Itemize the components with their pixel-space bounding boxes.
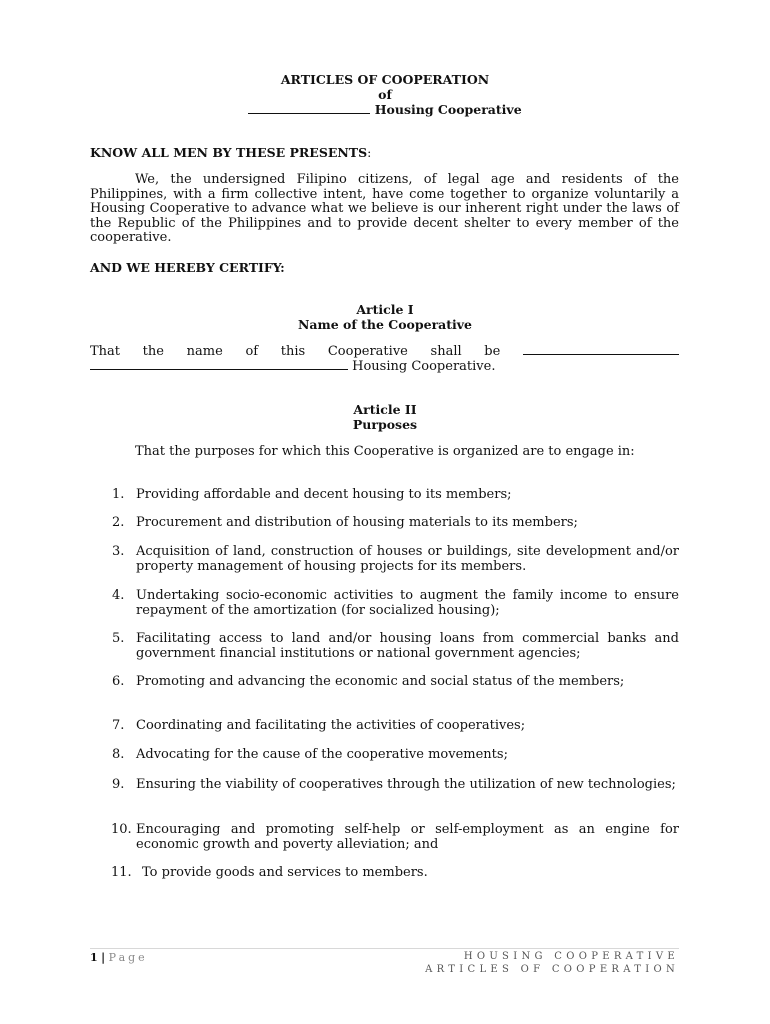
- article-2-title: Purposes: [352, 416, 418, 432]
- title-line-3-text: Housing Cooperative: [374, 102, 522, 117]
- list-item: [112, 589, 679, 618]
- list-item: [112, 516, 679, 531]
- article-1-title: Name of the Cooperative: [297, 316, 473, 332]
- list-item-number: 9.: [112, 777, 125, 792]
- intro-paragraph: We, the undersigned Filipino citizens, of legal age and residents of the Philippines, with a firm collective intent, have come together to organize voluntarily a Housing Cooperative to advance what we believe is our inherent right under the laws of the Republic of the Philippines and to provide decent shelter to every member of the cooperative.: [90, 172, 679, 246]
- page-number-value: 1: [90, 951, 98, 964]
- list-item-text: Acquisition of land, construction of houses or buildings, site development and/or property management of housing projects for its members.: [136, 544, 679, 574]
- list-item: [112, 675, 679, 690]
- cooperative-name-blank: [248, 104, 370, 114]
- list-item-text: Ensuring the viability of cooperatives through the utilization of new technologies;: [136, 777, 676, 792]
- list-item-number: 1.: [112, 487, 125, 502]
- list-item-number: 2.: [112, 515, 125, 530]
- list-item-text: Coordinating and facilitating the activities of cooperatives;: [136, 718, 526, 733]
- list-item-text: Providing affordable and decent housing to its members;: [136, 487, 512, 502]
- know-all-heading: [90, 145, 371, 160]
- list-item: [112, 632, 679, 661]
- list-item: [112, 545, 679, 574]
- list-item-number: 4.: [112, 588, 125, 603]
- footer-divider: [90, 948, 679, 949]
- title-line-2: of: [378, 87, 392, 102]
- list-item: [112, 778, 679, 793]
- list-item: [112, 823, 679, 852]
- list-item-number: 3.: [112, 544, 125, 559]
- cooperative-name-field: [523, 345, 679, 355]
- list-item: [112, 488, 679, 503]
- article-1-heading: [0, 303, 770, 332]
- list-item-text: To provide goods and services to members.: [142, 865, 428, 880]
- page-number: [90, 951, 148, 964]
- list-item-text: Undertaking socio-economic activities to augment the family income to ensure repayment of the amortization (for socialized housing);: [136, 588, 679, 618]
- list-item-number: 10.: [111, 822, 132, 837]
- list-item-number: 11.: [111, 865, 132, 880]
- know-all-text: KNOW ALL MEN BY THESE PRESENTS: [90, 145, 368, 160]
- certify-heading: AND WE HEREBY CERTIFY:: [90, 260, 285, 275]
- page-number-separator: |: [101, 951, 106, 964]
- list-item-number: 5.: [112, 631, 125, 646]
- article-1-text-start: That the name of this Cooperative shall be: [90, 344, 501, 359]
- list-item-number: 7.: [112, 718, 125, 733]
- article-2-heading: [0, 403, 770, 432]
- cooperative-name-field-cont: [90, 360, 348, 370]
- article-2-number: Article II: [353, 402, 417, 417]
- list-item-number: 8.: [112, 747, 125, 762]
- article-1-text-line-1: [90, 345, 679, 360]
- footer-title: [425, 951, 679, 976]
- document-title: [0, 72, 770, 117]
- article-1-number: Article I: [356, 302, 414, 317]
- list-item: [112, 719, 679, 734]
- list-item: [112, 748, 679, 763]
- know-all-colon: :: [367, 145, 372, 160]
- article-1-text-line-2: [90, 360, 679, 375]
- article-1-text-end: Housing Cooperative.: [352, 359, 496, 374]
- article-2-intro: That the purposes for which this Cooperative is organized are to engage in:: [135, 444, 635, 459]
- footer-title-line-2: ARTICLES OF COOPERATION: [425, 963, 679, 975]
- footer-title-line-1: HOUSING COOPERATIVE: [463, 951, 679, 962]
- title-line-1: ARTICLES OF COOPERATION: [280, 72, 490, 87]
- list-item-text: Advocating for the cause of the cooperative movements;: [136, 747, 508, 762]
- list-item-text: Promoting and advancing the economic and social status of the members;: [136, 674, 625, 689]
- list-item: [112, 866, 679, 881]
- title-line-3: [0, 102, 770, 117]
- page-label: Page: [108, 951, 148, 964]
- list-item-text: Facilitating access to land and/or housing loans from commercial banks and government financial institutions or national government agencies;: [136, 631, 679, 661]
- list-item-number: 6.: [112, 674, 125, 689]
- list-item-text: Encouraging and promoting self-help or self-employment as an engine for economic growth and poverty alleviation; and: [136, 822, 679, 852]
- list-item-text: Procurement and distribution of housing materials to its members;: [136, 515, 578, 530]
